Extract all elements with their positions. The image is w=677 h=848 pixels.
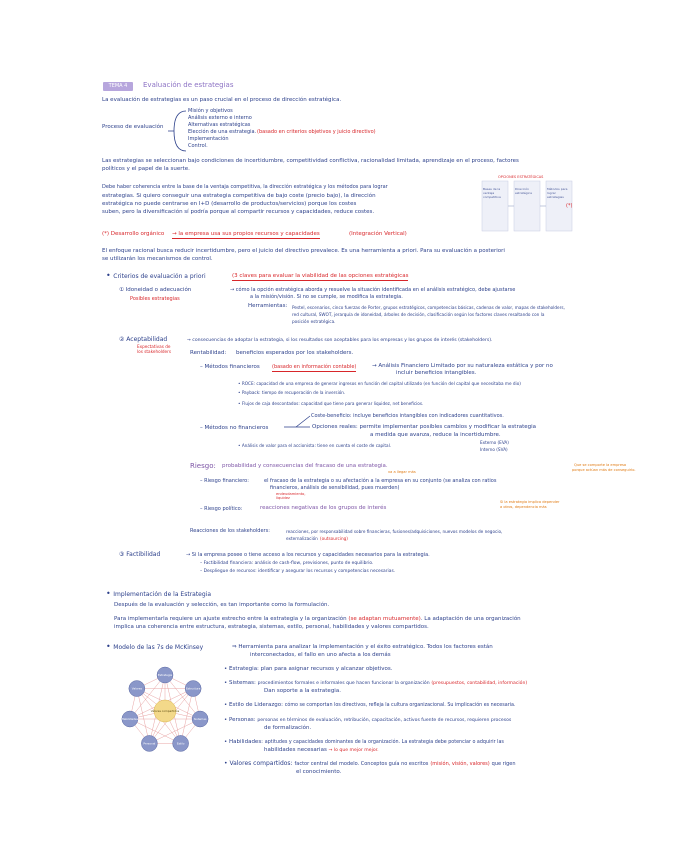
process-step: Implementación: [188, 136, 229, 142]
implementation-title-text: Implementación de la Estrategia: [113, 591, 212, 598]
process-step: Control.: [188, 143, 208, 149]
seven-s-item-text: aptitudes y capacidades dominantes de la organización. La estrategia debe potenciar o adquirir las: [264, 740, 504, 745]
profit-label: Rentabilidad:: [190, 350, 227, 356]
criterion-text: → cómo la opción estratégica aborda y resuelve la situación identificada en el análisis estratégico, debe ajustarse: [230, 287, 516, 293]
implementation-line: implica una coherencia entre estructura, estrategia, sistemas, estilo, personal, habilidades y valores compartidos.: [114, 624, 429, 630]
seven-s-item-text3: el conocimiento.: [296, 769, 342, 775]
financial-item: • Flujos de caja descontados: capacidad que tiene para generar liquidez, net beneficios.: [238, 401, 424, 406]
seven-s-item-text2: de formalización.: [264, 725, 312, 731]
financial-item-text: Payback: tiempo de recuperación de la inversión.: [241, 390, 346, 395]
tools-line: Pestel, escenarios, cinco fuerzas de Porter, grupos estratégicos, competencias básicas, cadenas de valor, mapas de stakeholders,: [292, 305, 565, 310]
sva-label: Interno (SVA): [480, 447, 508, 452]
reactions-note: (outsourcing): [320, 536, 348, 541]
seven-s-item-note: (misión, visión, valores): [430, 761, 490, 767]
process-step-note: (basado en criterios objetivos y juicio directivo): [257, 129, 376, 135]
tools-line: posición estratégica.: [292, 319, 336, 324]
eva-label: Externo (EVA): [480, 440, 509, 445]
risk-text: probabilidad y consecuencias del fracaso de una estrategia.: [222, 463, 388, 469]
page-title: Evaluación de estrategias: [143, 81, 234, 89]
seven-s-item-note: (presupuestos, contabilidad, información): [431, 681, 528, 686]
financial-methods-text: → Análisis Financiero Limitado por su naturaleza estática y por no: [372, 363, 553, 369]
implementation-title: [106, 590, 211, 599]
process-step: Alternativas estratégicas: [188, 122, 251, 128]
seven-s-node-label: Valores: [131, 686, 142, 691]
political-risk-text: reacciones negativas de los grupos de interés: [260, 505, 387, 511]
seven-s-node-label: Personal: [143, 741, 156, 746]
seven-s-item-label: Estrategia:: [229, 666, 259, 672]
financial-risk-text: financieros, análisis de sensibilidad, pues muerden): [270, 485, 400, 491]
seven-s-svg: [112, 665, 218, 757]
seven-s-node-label: Habilidades: [121, 717, 139, 722]
paragraph-line: Las estrategias se seleccionan bajo condiciones de incertidumbre, competitividad conflictiva, racionalidad limitada, aprendizaje en el proceso, factores: [102, 158, 519, 164]
risk-small-note: va a llegar más: [388, 470, 416, 474]
seven-s-item: • Habilidades: aptitudes y capacidades dominantes de la organización. La estrategia debe potenciar o adquirir las: [224, 739, 504, 745]
feasibility-item: – Factibilidad financiera: análisis de cash-flow, previsiones, punto de equilibrio.: [200, 561, 374, 566]
seven-s-item-text: factor central del modelo. Conceptos guía no escritos: [294, 761, 429, 767]
paragraph-line: Debe haber coherencia entre la base de la ventaja competitiva, la dirección estratégica y los métodos para lograr: [102, 184, 388, 190]
risk-side-note: porque actúan más de conseguirlo.: [572, 468, 636, 472]
financial-item-text: Flujos de caja descontados: capacidad que tiene para generar liquidez, net beneficios.: [241, 401, 424, 406]
seven-s-item-label: Valores compartidos:: [229, 760, 293, 767]
seven-s-item-text2: [264, 747, 379, 754]
paragraph-line: políticos y el papel de la suerte.: [102, 166, 190, 172]
paragraph-line: suben, pero la diversificación sí podría porque al compartir recursos y capacidades, reduce costes.: [102, 209, 375, 215]
strategic-options-figure: [480, 175, 578, 237]
chapter-tag: TEMA 4: [103, 82, 133, 91]
political-risk-label: – Riesgo político:: [200, 506, 243, 512]
criteria-title: [106, 272, 206, 281]
implementation-line-a: Para implementarla requiere un ajuste estrecho entre la estrategia y la organización: [114, 616, 347, 622]
criterion-text: → consecuencias de adoptar la estrategia, si los resultados son aceptables para los empresas y los grupos de interés (stakeholders).: [187, 338, 493, 343]
reactions-text: externalización: [286, 536, 318, 541]
nonfinancial-item: Opciones reales: permite implementar posibles cambios y modificar la estrategia: [312, 424, 537, 430]
options-figure-frame: [480, 175, 578, 237]
criteria-title-text: Criterios de evaluación a priori: [113, 273, 206, 280]
seven-s-item-text2: Dan soporte a la estrategia.: [264, 688, 341, 694]
process-step: Análisis externo e interno: [188, 115, 252, 121]
process-brace: [168, 108, 188, 154]
organic-text: → la empresa usa sus propios recursos y capacidades: [172, 231, 320, 237]
financial-risk-label: – Riesgo financiero:: [200, 478, 249, 484]
criterion-aceptabilidad: ② Aceptabilidad: [119, 336, 168, 343]
political-risk-note: a otros, dependencia más: [500, 505, 547, 509]
nonfinancial-arrows: [282, 413, 312, 439]
mckinsey-text: interconectados, el fallo en uno afecta a los demás: [250, 652, 391, 658]
implementation-note: (se adaptan mutuamente): [348, 616, 421, 622]
bullet-icon: •: [106, 642, 114, 651]
financial-risk-text: el fracaso de la estrategia o su afectación a la empresa en su conjunto (se analiza con ratios: [264, 478, 497, 484]
financial-methods-note: (basado en información contable): [272, 364, 357, 370]
reactions-label: Reacciones de los stakeholders:: [190, 528, 270, 534]
political-risk-note: Si la estrategia implica depender: [500, 500, 560, 504]
seven-s-item-label: Personas:: [229, 717, 256, 723]
options-marker: (*): [566, 203, 573, 209]
organic-label: (*) Desarrollo orgánico: [102, 231, 165, 237]
organic-note: (Integración Vertical): [349, 231, 407, 237]
implementation-line: [114, 616, 521, 623]
criterion-note: Expectativas de los stakeholders: [137, 344, 171, 354]
mckinsey-text: ⇒ Herramienta para analizar la implementación y el éxito estratégico. Todos los factores están: [232, 644, 493, 650]
reactions-text: reacciones, por responsabilidad sobre financieras, fusiones/adquisiciones, nuevos modelos de negocio,: [286, 529, 503, 534]
criterion-factibilidad: ③ Factibilidad: [119, 551, 161, 558]
process-step: Misión y objetivos: [188, 108, 233, 114]
financial-methods-label: – Métodos financieros: [200, 364, 260, 370]
seven-s-item: • Estrategia: plan para asignar recursos y alcanzar objetivos.: [224, 666, 393, 672]
nonfinancial-item: a medida que avanza, reduce la incertidumbre.: [370, 432, 501, 438]
seven-s-item-note: → lo que mejor mejor.: [328, 748, 379, 753]
mckinsey-title: [106, 643, 203, 652]
tools-label: Herramientas:: [248, 303, 288, 309]
implementation-line-b: . La adaptación de una organización: [420, 616, 521, 622]
seven-s-center-label: Valores compartidos: [150, 709, 180, 714]
seven-s-item-label: Estilo de Liderazgo:: [229, 702, 283, 708]
criterion-text: a la misión/visión. Si no se cumple, se modifica la estrategia.: [250, 294, 403, 300]
financial-risk-note: endeudamiento, liquidez: [276, 492, 306, 500]
options-col: Dirección estratégica: [515, 187, 532, 195]
seven-s-diagram: [112, 665, 218, 757]
seven-s-item-label: Sistemas:: [229, 680, 256, 686]
process-label: Proceso de evaluación: [102, 124, 164, 130]
criterion-note: Posibles estrategias: [130, 296, 180, 302]
criteria-subtitle: (3 claves para evaluar la viabilidad de las opciones estratégicas: [232, 273, 409, 279]
options-col: Métodos para lograr estrategias: [547, 187, 568, 199]
profit-text: beneficios esperados por los stakeholders.: [236, 350, 354, 356]
seven-s-item-text: cómo se comportan los directivos, refleja la cultura organizacional. Su implicación es necesaria.: [284, 703, 516, 708]
intro-text: La evaluación de estrategias es un paso crucial en el proceso de dirección estratégica.: [102, 97, 342, 103]
bullet-icon: •: [106, 271, 114, 280]
seven-s-item: • Valores compartidos: factor central del modelo. Conceptos guía no escritos (misión, visión, valores) que rigen: [224, 760, 516, 767]
tools-line: red cultural, SWOT, jerarquía de idoneidad, árboles de decisión, clasificación según los factores claves resaltando con la: [292, 312, 545, 317]
risk-label: Riesgo:: [190, 462, 216, 470]
paragraph-line: estratégica no puede centrarse en I+D (desarrollo de productos/servicios) porque los costes: [102, 201, 357, 207]
nonfinancial-item-text: Análisis de valor para el accionista: tiene en cuenta el coste de capital.: [241, 443, 392, 448]
paragraph-line: estrategias. Si quiero conseguir una estrategia competitiva de bajo coste (precio bajo), la dirección: [102, 193, 376, 199]
seven-s-node-label: Estrategia: [157, 673, 173, 677]
process-step: Elección de una estrategia.: [188, 129, 257, 135]
paragraph-line: El enfoque racional busca reducir incertidumbre, pero el juicio del directivo prevalece. Es una herramienta a priori. Para su evaluación a posteriori: [102, 248, 505, 254]
mckinsey-title-text: Modelo de las 7s de McKinsey: [113, 644, 204, 651]
seven-s-item-label: Habilidades:: [229, 739, 264, 745]
seven-s-item-text: plan para asignar recursos y alcanzar objetivos.: [260, 666, 393, 672]
criterion-idoneidad: ① Idoneidad o adecuación: [119, 287, 192, 293]
nonfinancial-item: • Análisis de valor para el accionista: tiene en cuenta el coste de capital.: [238, 443, 392, 448]
seven-s-item-text2-a: habilidades necesarias: [264, 747, 327, 753]
financial-item-text: ROCE: capacidad de una empresa de generar ingresos en función del capital utilizado (en función del capital que necesitaba me dio): [241, 381, 521, 386]
seven-s-item-text: personas en términos de evaluación, retribución, capacitación, activos fuente de recursos, requieren procesos: [257, 718, 512, 723]
implementation-line: Después de la evaluación y selección, es tan importante como la formulación.: [114, 602, 330, 608]
paragraph-line: se utilizarán los mecanismos de control.: [102, 256, 213, 262]
financial-methods-text: incluir beneficios intangibles.: [396, 370, 477, 376]
risk-side-note: Que se comporte la empresa: [574, 463, 627, 467]
financial-item: • Payback: tiempo de recuperación de la inversión.: [238, 390, 346, 395]
criterion-text: → Si la empresa posee o tiene acceso a los recursos y capacidades necesarios para la estrategia.: [186, 552, 430, 558]
seven-s-item: • Sistemas: procedimientos formales e informales que hacen funcionar la organización (presupuestos, contabilidad, información): [224, 680, 528, 686]
seven-s-item-text: procedimientos formales e informales que hacen funcionar la organización: [257, 681, 430, 686]
bullet-icon: •: [106, 589, 114, 598]
seven-s-item-text2: que rigen: [491, 761, 516, 767]
seven-s-item: • Personas: personas en términos de evaluación, retribución, capacitación, activos fuente de recursos, requieren procesos: [224, 717, 512, 723]
nonfinancial-methods-label: – Métodos no financieros: [200, 425, 269, 431]
feasibility-item: – Despliegue de recursos: identificar y asegurar los recursos y competencias necesarias.: [200, 569, 396, 574]
seven-s-node-label: Estructura: [185, 686, 201, 691]
seven-s-node-label: Sistemas: [193, 717, 207, 722]
nonfinancial-item: Coste-beneficio: incluye beneficios intangibles con indicadores cuantitativos.: [311, 413, 504, 419]
seven-s-item: • Estilo de Liderazgo: cómo se comportan los directivos, refleja la cultura organizacional. Su implicación es necesaria.: [224, 702, 516, 708]
financial-item: • ROCE: capacidad de una empresa de generar ingresos en función del capital utilizado (en función del capital que necesitaba me dio): [238, 381, 521, 386]
options-col: Bases de la ventaja competitiva: [483, 187, 501, 199]
options-figure-title: OPCIONES ESTRATÉGICAS: [498, 175, 544, 179]
seven-s-node-label: Estilo: [176, 741, 185, 746]
